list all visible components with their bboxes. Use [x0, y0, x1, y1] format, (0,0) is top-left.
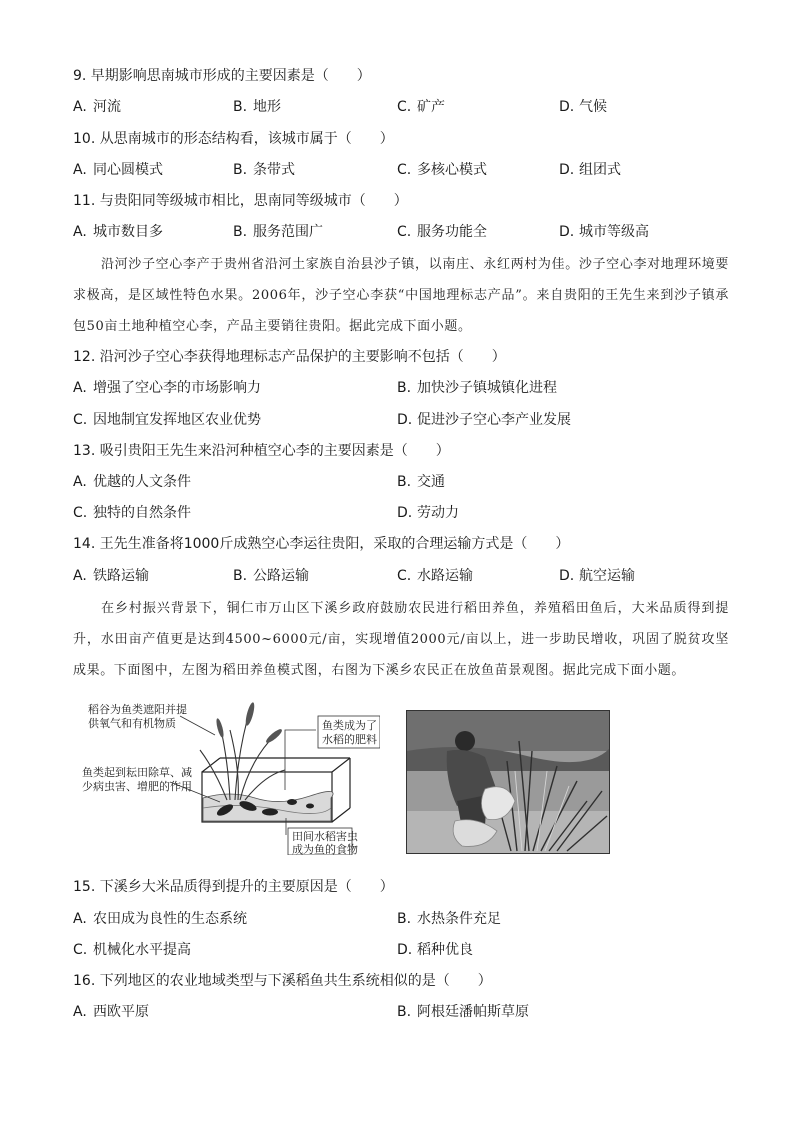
- option-b[interactable]: B. 阿根廷潘帕斯草原: [397, 1004, 529, 1020]
- label-fish-weeding-1: 鱼类起到耘田除草、减: [82, 766, 192, 779]
- option-c[interactable]: C. 因地制宜发挥地区农业优势: [73, 412, 261, 428]
- option-b[interactable]: B. 交通: [397, 474, 445, 490]
- label-fish-fertilizer-2: 水稻的肥料: [322, 733, 377, 746]
- question-15-options-row2: [73, 940, 733, 960]
- rice-fish-diagram: [80, 690, 380, 855]
- option-d[interactable]: D. 组团式: [559, 162, 621, 178]
- option-c[interactable]: C. 矿产: [397, 99, 445, 115]
- option-a[interactable]: A. 农田成为良性的生态系统: [73, 911, 247, 927]
- question-15-options-row1: [73, 909, 733, 929]
- question-13-options-row2: [73, 503, 733, 523]
- option-a[interactable]: A. 河流: [73, 99, 121, 115]
- option-d[interactable]: D. 城市等级高: [559, 224, 649, 240]
- question-14-stem: 14. 王先生准备将1000斤成熟空心李运往贵阳，采取的合理运输方式是（ ）: [73, 536, 570, 552]
- question-14-options: [73, 566, 733, 586]
- option-c[interactable]: C. 机械化水平提高: [73, 942, 191, 958]
- option-b[interactable]: B. 服务范围广: [233, 224, 323, 240]
- option-b[interactable]: B. 水热条件充足: [397, 911, 501, 927]
- option-a[interactable]: A. 铁路运输: [73, 568, 149, 584]
- option-d[interactable]: D. 稻种优良: [397, 942, 473, 958]
- question-10-stem: 10. 从思南城市的形态结构看，该城市属于（ ）: [73, 131, 394, 147]
- question-12-stem: 12. 沿河沙子空心李获得地理标志产品保护的主要影响不包括（ ）: [73, 349, 506, 365]
- farmer-releasing-fry-photo: [406, 710, 610, 854]
- option-a[interactable]: A. 优越的人文条件: [73, 474, 191, 490]
- option-b[interactable]: B. 公路运输: [233, 568, 309, 584]
- question-12-options-row2: [73, 410, 733, 430]
- label-rice-shade: 稻谷为鱼类遮阳并提: [88, 703, 187, 716]
- option-c[interactable]: C. 多核心模式: [397, 162, 487, 178]
- question-9-options: [73, 97, 733, 117]
- question-16-stem: 16. 下列地区的农业地域类型与下溪稻鱼共生系统相似的是（ ）: [73, 973, 492, 989]
- question-11-options: [73, 222, 733, 242]
- option-b[interactable]: B. 加快沙子镇城镇化进程: [397, 380, 557, 396]
- option-c[interactable]: C. 服务功能全: [397, 224, 487, 240]
- question-12-options-row1: [73, 378, 733, 398]
- question-11-stem: 11. 与贵阳同等级城市相比，思南同等级城市（ ）: [73, 193, 408, 209]
- option-a[interactable]: A. 城市数目多: [73, 224, 163, 240]
- option-a[interactable]: A. 增强了空心李的市场影响力: [73, 380, 261, 396]
- question-13-stem: 13. 吸引贵阳王先生来沿河种植空心李的主要因素是（ ）: [73, 443, 450, 459]
- label-fish-fertilizer-1: 鱼类成为了: [322, 719, 377, 732]
- label-pest-food-2: 成为鱼的食物: [292, 843, 358, 855]
- option-c[interactable]: C. 独特的自然条件: [73, 505, 191, 521]
- question-10-options: [73, 160, 733, 180]
- option-b[interactable]: B. 地形: [233, 99, 281, 115]
- label-fish-weeding-2: 少病虫害、增肥的作用: [82, 780, 192, 793]
- option-d[interactable]: D. 劳动力: [397, 505, 459, 521]
- question-15-stem: 15. 下溪乡大米品质得到提升的主要原因是（ ）: [73, 879, 394, 895]
- option-a[interactable]: A. 西欧平原: [73, 1004, 149, 1020]
- option-b[interactable]: B. 条带式: [233, 162, 295, 178]
- label-pest-food-1: 田间水稻害虫: [292, 830, 358, 843]
- label-rice-oxygen: 供氧气和有机物质: [88, 717, 176, 730]
- question-13-options-row1: [73, 472, 733, 492]
- question-16-options-row1: [73, 1002, 733, 1022]
- option-c[interactable]: C. 水路运输: [397, 568, 473, 584]
- reading-passage-rice-fish: 在乡村振兴背景下，铜仁市万山区下溪乡政府鼓励农民进行稻田养鱼，养殖稻田鱼后，大米品质得到提升，水田亩产值更是达到4500~6000元/亩，实现增值2000元/亩以上，进一步助民增收，巩固了脱贫攻坚成果。下面图中，左图为稻田养鱼模式图，右图为下溪乡农民正在放鱼苗景观图。据此完成下面小题。: [73, 601, 729, 678]
- option-d[interactable]: D. 气候: [559, 99, 607, 115]
- option-a[interactable]: A. 同心圆模式: [73, 162, 163, 178]
- option-d[interactable]: D. 促进沙子空心李产业发展: [397, 412, 571, 428]
- reading-passage-plum: 沿河沙子空心李产于贵州省沿河土家族自治县沙子镇，以南庄、永红两村为佳。沙子空心李对地理环境要求极高，是区域性特色水果。2006年，沙子空心李获“中国地理标志产品”。来自贵阳的王先生来到沙子镇承包50亩土地种植空心李，产品主要销往贵阳。据此完成下面小题。: [73, 257, 729, 334]
- option-d[interactable]: D. 航空运输: [559, 568, 635, 584]
- question-9-stem: 9. 早期影响思南城市形成的主要因素是（ ）: [73, 68, 371, 84]
